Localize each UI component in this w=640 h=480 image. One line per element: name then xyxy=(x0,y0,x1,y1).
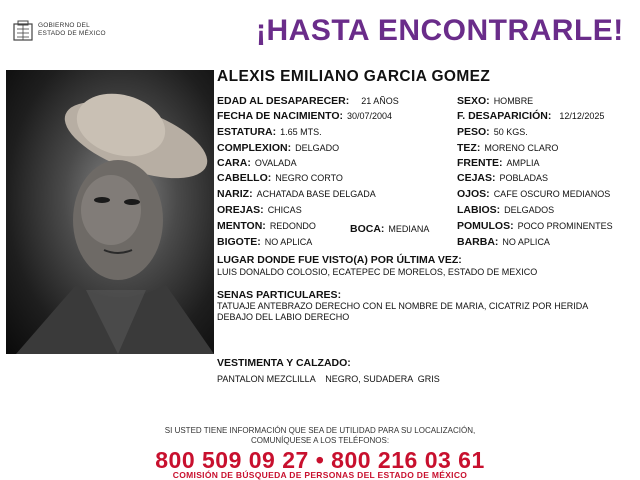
field-frente xyxy=(457,157,540,169)
field-label: LABIOS: xyxy=(457,204,501,216)
field-label: PESO: xyxy=(457,126,490,138)
footer-note-line1: SI USTED TIENE INFORMACIÓN QUE SEA DE UTILIDAD PARA SU LOCALIZACIÓN, xyxy=(164,426,476,435)
field-label: CABELLO: xyxy=(217,172,272,184)
field-value: 12/12/2025 xyxy=(559,111,605,121)
field-pomulos xyxy=(457,220,613,232)
field-cabello xyxy=(217,172,343,184)
field-complexion xyxy=(217,142,339,154)
field-value: NO APLICA xyxy=(502,237,550,247)
field-orejas xyxy=(217,204,302,216)
field-value: 30/07/2004 xyxy=(347,111,393,121)
gov-name-line1: GOBIERNO DEL xyxy=(38,22,90,29)
field-ojos xyxy=(457,188,610,200)
field-label: SEXO: xyxy=(457,95,490,107)
field-barba xyxy=(457,236,550,248)
field-menton xyxy=(217,220,316,232)
field-edad xyxy=(217,95,399,107)
field-label: BOCA: xyxy=(350,223,385,235)
field-label: TEZ: xyxy=(457,142,481,154)
field-value: 1.65 MTS. xyxy=(280,127,322,137)
field-value: MORENO CLARO xyxy=(484,143,559,153)
field-label: OREJAS: xyxy=(217,204,264,216)
field-value: HOMBRE xyxy=(493,96,534,106)
state-seal-icon xyxy=(12,20,34,44)
vestimenta-label: VESTIMENTA Y CALZADO: xyxy=(217,357,351,369)
field-tez xyxy=(457,142,558,154)
phone-2[interactable]: 800 216 03 61 xyxy=(331,447,485,473)
person-name: ALEXIS EMILIANO GARCIA GOMEZ xyxy=(217,68,491,85)
lugar-label: LUGAR DONDE FUE VISTO(A) POR ÚLTIMA VEZ: xyxy=(217,254,462,266)
field-value: ACHATADA BASE DELGADA xyxy=(256,189,376,199)
field-value: NO APLICA xyxy=(264,237,313,247)
lugar-value: LUIS DONALDO COLOSIO, ECATEPEC DE MORELOS, ESTADO DE MEXICO xyxy=(217,267,538,277)
field-label: POMULOS: xyxy=(457,220,514,232)
phone-1[interactable]: 800 509 09 27 xyxy=(155,447,309,473)
senas-line2: DEBAJO DEL LABIO DERECHO xyxy=(217,312,350,322)
field-label: FRENTE: xyxy=(457,157,503,169)
field-value: 21 AÑOS xyxy=(361,96,399,106)
senas-label: SENAS PARTICULARES: xyxy=(217,289,342,301)
footer-note-line2: COMUNÍQUESE A LOS TELÉFONOS: xyxy=(250,436,390,445)
field-label: FECHA DE NACIMIENTO: xyxy=(217,110,343,122)
headline: ¡HASTA ENCONTRARLE! xyxy=(256,14,624,47)
field-label: ESTATURA: xyxy=(217,126,277,138)
phone-separator: • xyxy=(315,447,325,473)
field-fecha-nacimiento xyxy=(217,110,392,122)
commission-name: COMISIÓN DE BÚSQUEDA DE PERSONAS DEL ESTADO DE MÉXICO xyxy=(172,470,468,480)
senas-line1: TATUAJE ANTEBRAZO DERECHO CON EL NOMBRE DE MARIA, CICATRIZ POR HERIDA xyxy=(217,301,589,311)
field-estatura xyxy=(217,126,322,138)
field-labios xyxy=(457,204,554,216)
field-label: EDAD AL DESAPARECER: xyxy=(217,95,350,107)
field-label: CEJAS: xyxy=(457,172,496,184)
field-boca xyxy=(350,223,429,235)
vestimenta-value: PANTALON MEZCLILLA NEGRO, SUDADERA GRIS xyxy=(217,374,440,384)
field-cara xyxy=(217,157,297,169)
field-peso xyxy=(457,126,528,138)
field-value: NEGRO CORTO xyxy=(275,173,343,183)
field-label: F. DESAPARICIÓN: xyxy=(457,110,552,122)
field-label: OJOS: xyxy=(457,188,490,200)
field-sexo xyxy=(457,95,533,107)
field-label: CARA: xyxy=(217,157,251,169)
field-label: NARIZ: xyxy=(217,188,253,200)
field-label: COMPLEXION: xyxy=(217,142,292,154)
field-label: MENTON: xyxy=(217,220,266,232)
field-nariz xyxy=(217,188,376,200)
field-value: REDONDO xyxy=(269,221,316,231)
field-cejas xyxy=(457,172,548,184)
field-value: CHICAS xyxy=(267,205,302,215)
field-value: DELGADO xyxy=(295,143,340,153)
gov-name xyxy=(38,22,106,38)
missing-person-photo xyxy=(6,70,214,354)
field-f-desaparicion xyxy=(457,110,604,122)
field-label: BIGOTE: xyxy=(217,236,261,248)
field-value: AMPLIA xyxy=(506,158,540,168)
field-value: DELGADOS xyxy=(504,205,555,215)
field-label: BARBA: xyxy=(457,236,499,248)
field-value: OVALADA xyxy=(254,158,297,168)
field-value: POBLADAS xyxy=(499,173,549,183)
gov-name-line2: ESTADO DE MÉXICO xyxy=(38,30,106,37)
field-bigote xyxy=(217,236,312,248)
field-value: POCO PROMINENTES xyxy=(517,221,613,231)
field-value: 50 KGS. xyxy=(493,127,528,137)
field-value: MEDIANA xyxy=(388,224,430,234)
field-value: CAFE OSCURO MEDIANOS xyxy=(493,189,611,199)
